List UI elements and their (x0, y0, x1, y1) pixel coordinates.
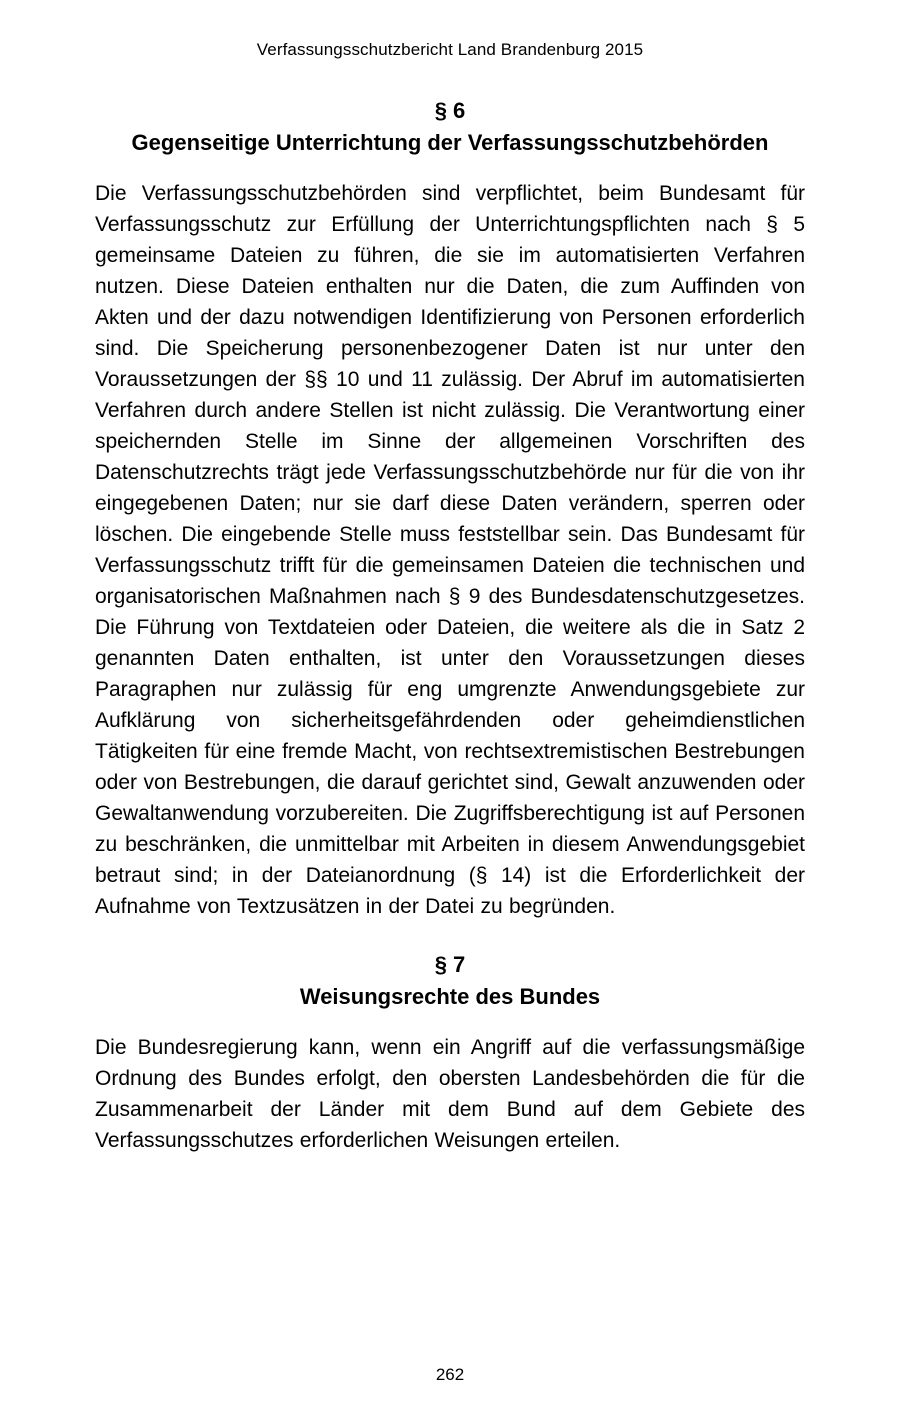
page-number: 262 (435, 1365, 465, 1384)
running-header: Verfassungsschutzbericht Land Brandenburg 2015 (256, 40, 644, 59)
section-6-number: § 6 (434, 98, 466, 123)
section-7-number: § 7 (434, 952, 466, 977)
section-7 (95, 952, 805, 1156)
section-6-body: Die Verfassungsschutzbehörden sind verpflichtet, beim Bundesamt für Verfassungsschutz zur Erfüllung der Unterrichtungspflichten nach § 5 gemeinsame Dateien zu führen, die sie im automatisierten Verfahren nutzen. Diese Dateien enthalten nur die Daten, die zum Auffinden von Akten und der dazu notwendigen Identifizierung von Personen erforderlich sind. Die Speicherung personenbezogener Daten ist nur unter den Voraussetzungen der §§ 10 und 11 zulässig. Der Abruf im automatisierten Verfahren durch andere Stellen ist nicht zulässig. Die Verantwortung einer speichernden Stelle im Sinne der allgemeinen Vorschriften des Datenschutzrechts trägt jede Verfassungsschutzbehörde nur für die von ihr eingegebenen Daten; nur sie darf diese Daten verändern, sperren oder löschen. Die eingebende Stelle muss feststellbar sein. Das Bundesamt für Verfassungsschutz trifft für die gemeinsamen Dateien die technischen und organisatorischen Maßnahmen nach § 9 des Bundesdatenschutzgesetzes. Die Führung von Textdateien oder Dateien, die weitere als die in Satz 2 genannten Daten enthalten, ist unter den Voraussetzungen dieses Paragraphen nur zulässig für eng umgrenzte Anwendungsgebiete zur Aufklärung von sicherheitsgefährdenden oder geheimdienstlichen Tätigkeiten für eine fremde Macht, von rechtsextremistischen Bestrebungen oder von Bestrebungen, die darauf gerichtet sind, Gewalt anzuwenden oder Gewaltanwendung vorzubereiten. Die Zugriffsberechtigung ist auf Personen zu beschränken, die unmittelbar mit Arbeiten in diesem Anwendungsgebiet betraut sind; in der Dateianordnung (§ 14) ist die Erforderlichkeit der Aufnahme von Textzusätzen in der Datei zu begründen. (95, 182, 805, 918)
section-6 (95, 98, 805, 922)
section-7-body: Die Bundesregierung kann, wenn ein Angriff auf die verfassungsmäßige Ordnung des Bundes erfolgt, den obersten Landesbehörden die für die Zusammenarbeit der Länder mit dem Bund auf dem Gebiete des Verfassungsschutzes erforderlichen Weisungen erteilen. (95, 1036, 805, 1152)
section-6-title: Gegenseitige Unterrichtung der Verfassungsschutzbehörden (131, 130, 769, 155)
section-7-title: Weisungsrechte des Bundes (299, 984, 601, 1009)
